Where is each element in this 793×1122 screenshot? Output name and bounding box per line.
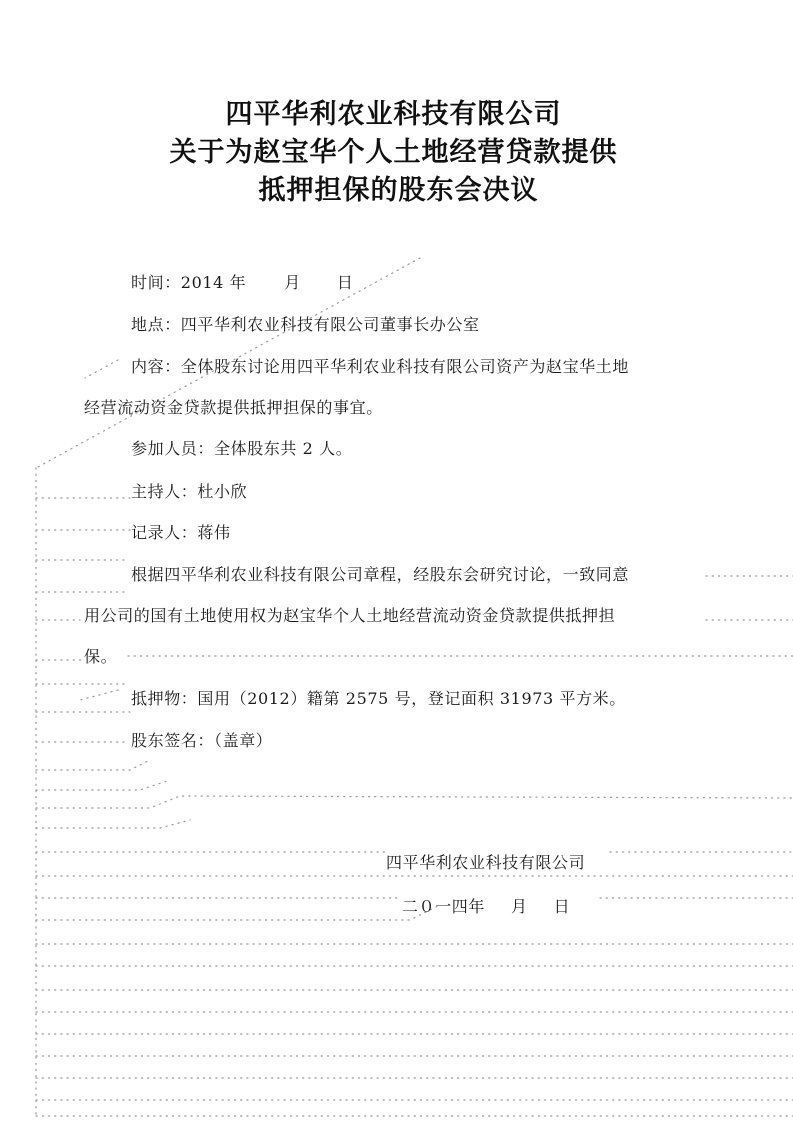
title-line-3: 抵押担保的股东会决议 [258, 175, 539, 206]
collateral-field: 抵押物：国用（2012）籍第 2575 号，登记面积 31973 平方米。 [131, 689, 626, 708]
signature-date-day: 日 [553, 897, 571, 916]
time-month: 月 [284, 273, 301, 292]
signature-date [402, 896, 570, 918]
host-field: 主持人：杜小欣 [131, 482, 248, 501]
content-line-1: 内容：全体股东讨论用四平华利农业科技有限公司资产为赵宝华土地 [131, 357, 630, 376]
content-line-2: 经营流动资金贷款提供抵押担保的事宜。 [84, 398, 383, 417]
document-title [0, 96, 793, 210]
time-field [131, 272, 353, 294]
signature-date-month: 月 [511, 897, 528, 916]
title-line-1: 四平华利农业科技有限公司 [225, 99, 562, 130]
time-label: 时间：2014 年 [131, 273, 247, 292]
shareholder-signature-field: 股东签名：（盖章） [131, 731, 273, 750]
resolution-line-3: 保。 [84, 647, 118, 666]
participants-field: 参加人员：全体股东共 2 人。 [131, 439, 353, 458]
resolution-line-1: 根据四平华利农业科技有限公司章程，经股东会研究讨论，一致同意 [131, 565, 630, 584]
time-day: 日 [336, 273, 354, 292]
signature-date-year: 二０一四年 [402, 897, 486, 916]
recorder-field: 记录人：蒋伟 [131, 523, 231, 542]
location-field: 地点：四平华利农业科技有限公司董事长办公室 [131, 315, 480, 334]
resolution-line-2: 用公司的国有土地使用权为赵宝华个人土地经营流动资金贷款提供抵押担 [84, 606, 616, 625]
title-line-2: 关于为赵宝华个人土地经营贷款提供 [169, 137, 618, 168]
signature-company: 四平华利农业科技有限公司 [386, 853, 586, 872]
